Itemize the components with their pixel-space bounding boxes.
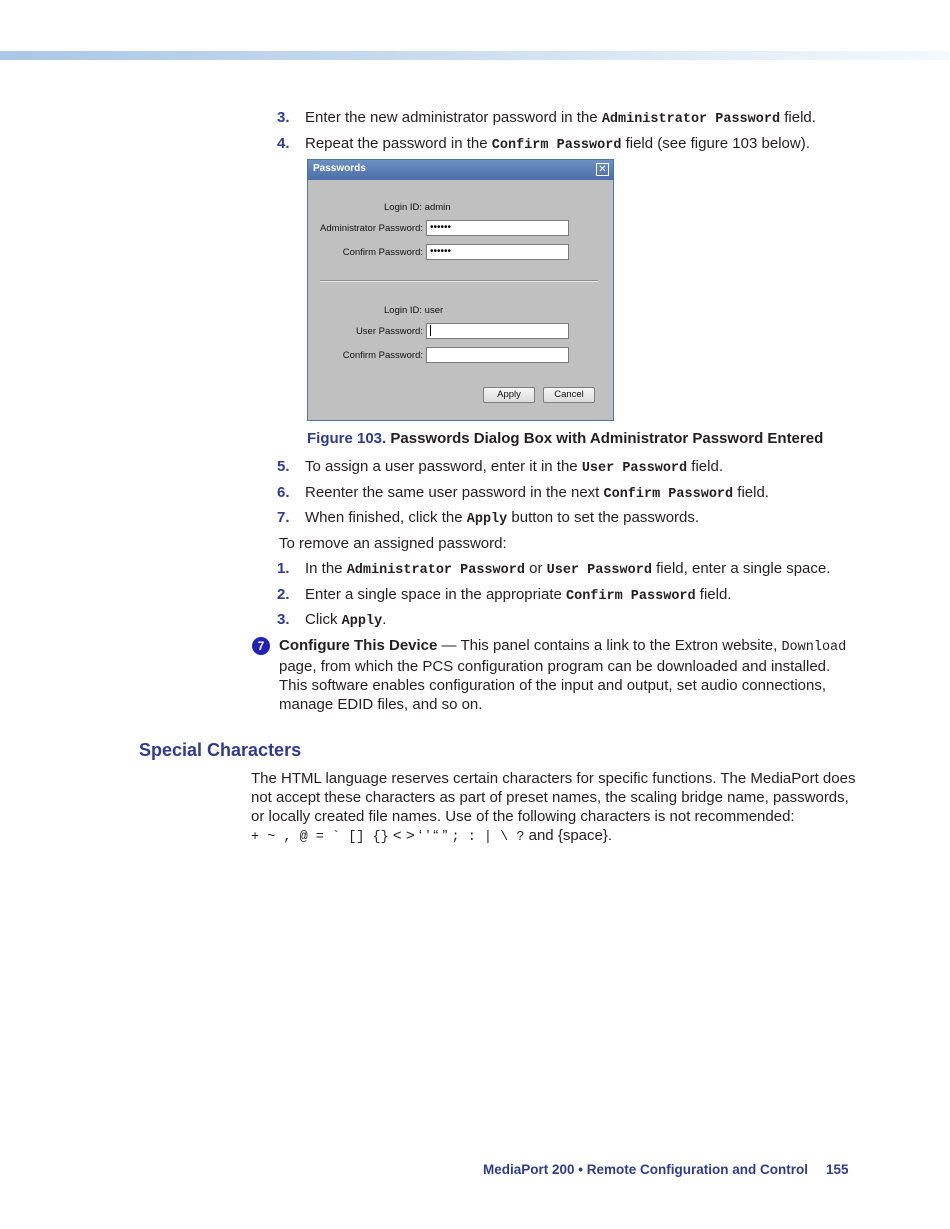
figure-caption — [307, 430, 823, 447]
step-code: Confirm Password — [491, 138, 622, 153]
step-text-pre: To assign a user password, enter it in the — [305, 458, 582, 475]
step-text-post: field. — [733, 484, 769, 501]
step-code: Confirm Password — [566, 589, 696, 604]
step-number: 2. — [277, 586, 290, 603]
step-code: Apply — [466, 512, 508, 527]
step-text-post: field. — [695, 586, 732, 603]
user-confirm-input[interactable] — [426, 347, 569, 363]
step-text-post: button to set the passwords. — [507, 509, 700, 526]
step-code: Administrator Password — [346, 563, 525, 578]
configure-title: Configure This Device — [279, 637, 438, 654]
configure-paragraph — [279, 636, 869, 714]
dialog-divider — [320, 280, 598, 282]
footer-title: MediaPort 200 • Remote Configuration and Control — [483, 1162, 808, 1177]
admin-confirm-input[interactable]: •••••• — [426, 244, 569, 260]
step-text-post: field. — [780, 109, 816, 126]
step-text-pre: When finished, click the — [305, 509, 467, 526]
admin-password-input[interactable]: •••••• — [426, 220, 569, 236]
step-text-pre: Repeat the password in the — [305, 135, 492, 152]
figure-number: Figure 103. — [307, 430, 387, 447]
step-text — [305, 585, 731, 606]
admin-login-label: Login ID: admin — [384, 202, 451, 213]
special-line-1: The HTML language reserves certain characters for specific functions. The MediaPort does — [251, 770, 856, 787]
configure-line-1 — [279, 636, 869, 657]
step-text-pre: Enter a single space in the appropriate — [305, 586, 566, 603]
step-text-pre: Click — [305, 611, 342, 628]
step-text-pre: In the — [305, 560, 347, 577]
user-password-label: User Password: — [355, 326, 423, 337]
page-number: 155 — [826, 1162, 849, 1177]
configure-line-2: page, from which the PCS configuration program can be downloaded and installed. — [279, 658, 831, 675]
step-number: 1. — [277, 560, 290, 577]
step-text-pre: Enter the new administrator password in the — [305, 109, 602, 126]
configure-line-4: manage EDID files, and so on. — [279, 696, 483, 713]
page-footer — [483, 1162, 849, 1177]
step-text — [305, 508, 699, 529]
step-number: 7. — [277, 509, 290, 526]
text-caret — [430, 325, 431, 336]
step-text-post: field, enter a single space. — [651, 560, 831, 577]
special-paragraph — [251, 769, 871, 847]
configure-line-3: This software enables configuration of the input and output, set audio connections, — [279, 677, 827, 694]
download-link: Download — [781, 640, 847, 655]
step-code: User Password — [581, 461, 688, 476]
chars-text: and {space}. — [524, 827, 613, 844]
passwords-dialog — [307, 159, 614, 421]
dialog-title: Passwords — [313, 163, 366, 174]
step-text-post: . — [382, 611, 387, 628]
step-number: 3. — [277, 611, 290, 628]
user-login-label: Login ID: user — [384, 305, 444, 316]
step-text — [305, 610, 386, 631]
admin-password-label: Administrator Password: — [320, 223, 423, 234]
step-text — [305, 559, 830, 580]
step-text — [305, 457, 723, 478]
step-code: Administrator Password — [601, 112, 781, 127]
step-code: User Password — [546, 563, 652, 578]
special-line-2: not accept these characters as part of preset names, the scaling bridge name, passwords, — [251, 789, 849, 806]
step-text-pre: Reenter the same user password in the next — [305, 484, 604, 501]
special-characters-list — [251, 826, 871, 847]
step-code: Confirm Password — [603, 487, 734, 502]
step-text — [305, 134, 810, 155]
step-text — [305, 108, 816, 129]
admin-confirm-label: Confirm Password: — [342, 247, 423, 258]
callout-number-badge: 7 — [252, 637, 270, 655]
header-band — [0, 51, 950, 60]
configure-text: — This panel contains a link to the Extron website, — [437, 637, 782, 654]
cancel-button[interactable]: Cancel — [543, 387, 595, 403]
user-confirm-label: Confirm Password: — [342, 350, 423, 361]
step-text — [305, 483, 769, 504]
chars-text: < > ‘ ’ “ ” — [388, 827, 452, 844]
dialog-title-bar — [308, 160, 613, 180]
chars-code: ; : | \ ? — [451, 830, 525, 845]
remove-intro: To remove an assigned password: — [279, 535, 507, 552]
user-password-input[interactable] — [426, 323, 569, 339]
step-number: 3. — [277, 109, 290, 126]
step-number: 5. — [277, 458, 290, 475]
step-text-mid: or — [524, 560, 547, 577]
step-text-post: field (see figure 103 below). — [621, 135, 810, 152]
step-number: 6. — [277, 484, 290, 501]
special-line-3: or locally created file names. Use of the following characters is not recommended: — [251, 808, 795, 825]
chars-code: + ~ , @ = ` [] {} — [251, 830, 389, 845]
close-icon[interactable]: ✕ — [596, 163, 609, 176]
section-heading: Special Characters — [139, 740, 302, 760]
step-number: 4. — [277, 135, 290, 152]
figure-caption-text: Passwords Dialog Box with Administrator Password Entered — [390, 430, 824, 447]
apply-button[interactable]: Apply — [483, 387, 535, 403]
step-text-post: field. — [687, 458, 723, 475]
step-code: Apply — [341, 614, 383, 629]
